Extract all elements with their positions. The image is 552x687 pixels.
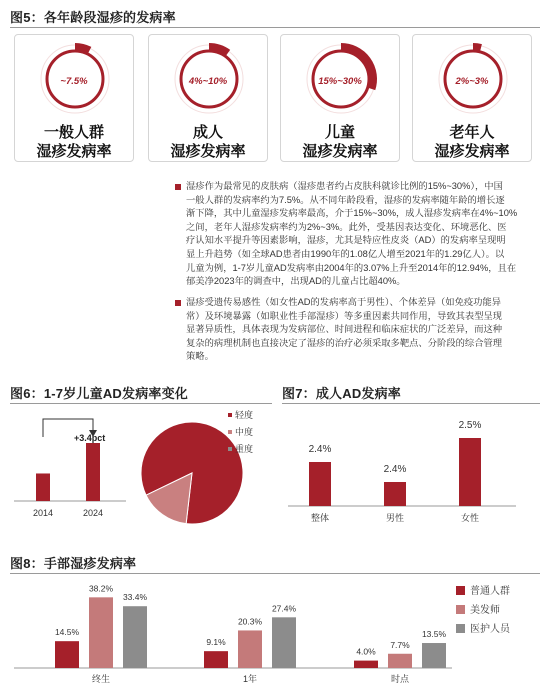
fig7-title: 图7：成人AD发病率: [282, 386, 402, 401]
paragraph-2: [186, 296, 532, 364]
fig8-value-label: 14.5%: [54, 627, 80, 638]
fig5-title: 图5：各年龄段湿疹的发病率: [10, 10, 176, 25]
card-child-pct: 15%~30%: [318, 76, 362, 87]
fig8-value-label: 27.4%: [271, 603, 297, 614]
fig8-legend-label: 普通人群: [470, 586, 510, 597]
fig8-legend-swatch: [456, 605, 465, 614]
fig8-bar: [123, 606, 147, 668]
p2-line: 策略。: [186, 351, 214, 362]
card-general-line2: 湿疹发病率: [36, 143, 112, 160]
fig7-tick-label: 整体: [310, 513, 330, 523]
donut-share-arc: [473, 47, 481, 48]
fig6-legend-label: 中度: [235, 427, 254, 437]
fig8-bar: [204, 651, 228, 668]
donut-share-arc: [75, 47, 90, 50]
bullet-1: [175, 184, 181, 190]
p2-line: 常）及环境暴露（如职业性手部湿疹）等多重因素共同作用，导致其表型呈现: [186, 310, 503, 321]
p1-line: 之间，老年人湿疹发病率约为2%~3%。此外，受基因表达变化、环境恶化、医: [186, 221, 507, 232]
fig8-bar: [422, 643, 446, 668]
card-adult-line2: 湿疹发病率: [170, 143, 246, 160]
fig7-bar: [384, 482, 406, 506]
bullet-2: [175, 300, 181, 306]
p1-line: 湿疹作为最常见的皮肤病（湿疹患者约占皮肤科就诊比例的15%~30%），中国: [186, 181, 503, 191]
fig6-title: 图6：1-7岁儿童AD发病率变化: [10, 386, 188, 401]
fig8-value-label: 20.3%: [237, 616, 263, 627]
p1-line: 渐下降，其中儿童湿疹发病率最高，介于15%~30%，成人湿疹发病率在4%~10%: [186, 208, 518, 219]
p2-line: 显著异质性，具体表现为发病部位、时间进程和临床症状的广泛差异，而这种: [186, 324, 503, 335]
fig8-value-label: 13.5%: [421, 629, 447, 640]
card-elderly-line2: 湿疹发病率: [434, 143, 510, 160]
fig8-tick-label: 时点: [390, 674, 410, 684]
p1-line: 疗认知水平提升等因素影响，湿疹，尤其是特应性皮炎（AD）的发病率呈现明: [186, 235, 506, 246]
fig6-legend-label: 轻度: [235, 410, 254, 420]
card-general-pct: ~7.5%: [60, 76, 88, 87]
card-child-line2: 湿疹发病率: [302, 143, 378, 160]
p2-line: 湿疹受遗传易感性（如女性AD的发病率高于男性）、个体差异（如免疫功能异: [186, 297, 502, 307]
fig8-value-label: 38.2%: [88, 583, 114, 594]
p2-line: 复杂的病理机制也直接决定了湿疹的治疗必须采取多靶点、分阶段的综合管理: [186, 337, 503, 348]
fig8-divider: [10, 573, 540, 574]
fig8-bar: [272, 617, 296, 668]
card-adult-pct: 4%~10%: [188, 76, 228, 87]
fig7-bar: [459, 438, 481, 506]
fig8-legend-label: 医护人员: [470, 624, 510, 635]
fig8-tick-label: 1年: [242, 674, 258, 684]
paragraph-1: [186, 180, 532, 289]
fig8-legend-swatch: [456, 624, 465, 633]
fig5-divider: [10, 27, 540, 28]
fig8-value-label: 33.4%: [122, 592, 148, 603]
fig8-bar: [89, 597, 113, 668]
fig8-bar: [354, 661, 378, 668]
fig6-tick-label: 2024: [82, 508, 104, 518]
card-child: [280, 34, 400, 162]
card-elderly-pct: 2%~3%: [455, 76, 489, 87]
card-elderly-line1: 老年人: [449, 124, 495, 141]
fig8-title: 图8：手部湿疹发病率: [10, 556, 137, 571]
fig6-divider: [10, 403, 272, 404]
fig6-legend-swatch: [228, 447, 232, 451]
fig7-tick-label: 女性: [460, 513, 480, 523]
fig8-value-label: 7.7%: [390, 639, 410, 650]
p1-line: 一般人群的发病率约为7.5%。从不同年龄段看，湿疹的发病率随年龄的增长逐: [186, 194, 505, 205]
fig8-tick-label: 终生: [91, 674, 111, 684]
fig8-bar: [388, 654, 412, 668]
card-adult: [148, 34, 268, 162]
fig7-tick-label: 男性: [385, 513, 405, 523]
fig6-bar: [86, 443, 100, 501]
fig7-value-label: 2.4%: [308, 444, 332, 455]
fig8-value-label: 4.0%: [356, 646, 376, 657]
p1-line: 郁美净2023年的调查中，出现AD的儿童占比超40%。: [186, 276, 406, 287]
fig8-bar: [55, 641, 79, 668]
fig6-annotation: +3.4pct: [74, 433, 106, 443]
fig8-chart: [6, 576, 546, 686]
fig6-bar: [36, 473, 50, 501]
fig8-value-label: 9.1%: [206, 637, 226, 648]
fig7-chart: [280, 405, 542, 530]
card-child-line1: 儿童: [324, 124, 355, 141]
fig6-tick-label: 2014: [32, 508, 54, 518]
fig6-legend-label: 重度: [235, 444, 254, 454]
p1-line: 显上升趋势（如全球AD患者由1990年的1.08亿人增至2021年的1.29亿人）。以: [186, 248, 505, 259]
fig7-bar: [309, 462, 331, 506]
fig8-legend-label: 美发师: [470, 605, 500, 616]
card-general-line1: 一般人群: [43, 124, 104, 141]
card-adult-line1: 成人: [192, 124, 223, 141]
p1-line: 儿童为例，1-7岁儿童AD发病率由2004年的3.07%上升至2014年的12.94%，且在: [186, 262, 517, 273]
fig6-legend-swatch: [228, 430, 232, 434]
card-elderly: [412, 34, 532, 162]
fig7-value-label: 2.4%: [383, 464, 407, 475]
fig7-value-label: 2.5%: [458, 420, 482, 431]
fig7-divider: [282, 403, 540, 404]
fig6-legend-swatch: [228, 413, 232, 417]
fig6-chart: [6, 405, 276, 530]
card-general: [14, 34, 134, 162]
fig8-bar: [238, 630, 262, 668]
fig8-legend-swatch: [456, 586, 465, 595]
